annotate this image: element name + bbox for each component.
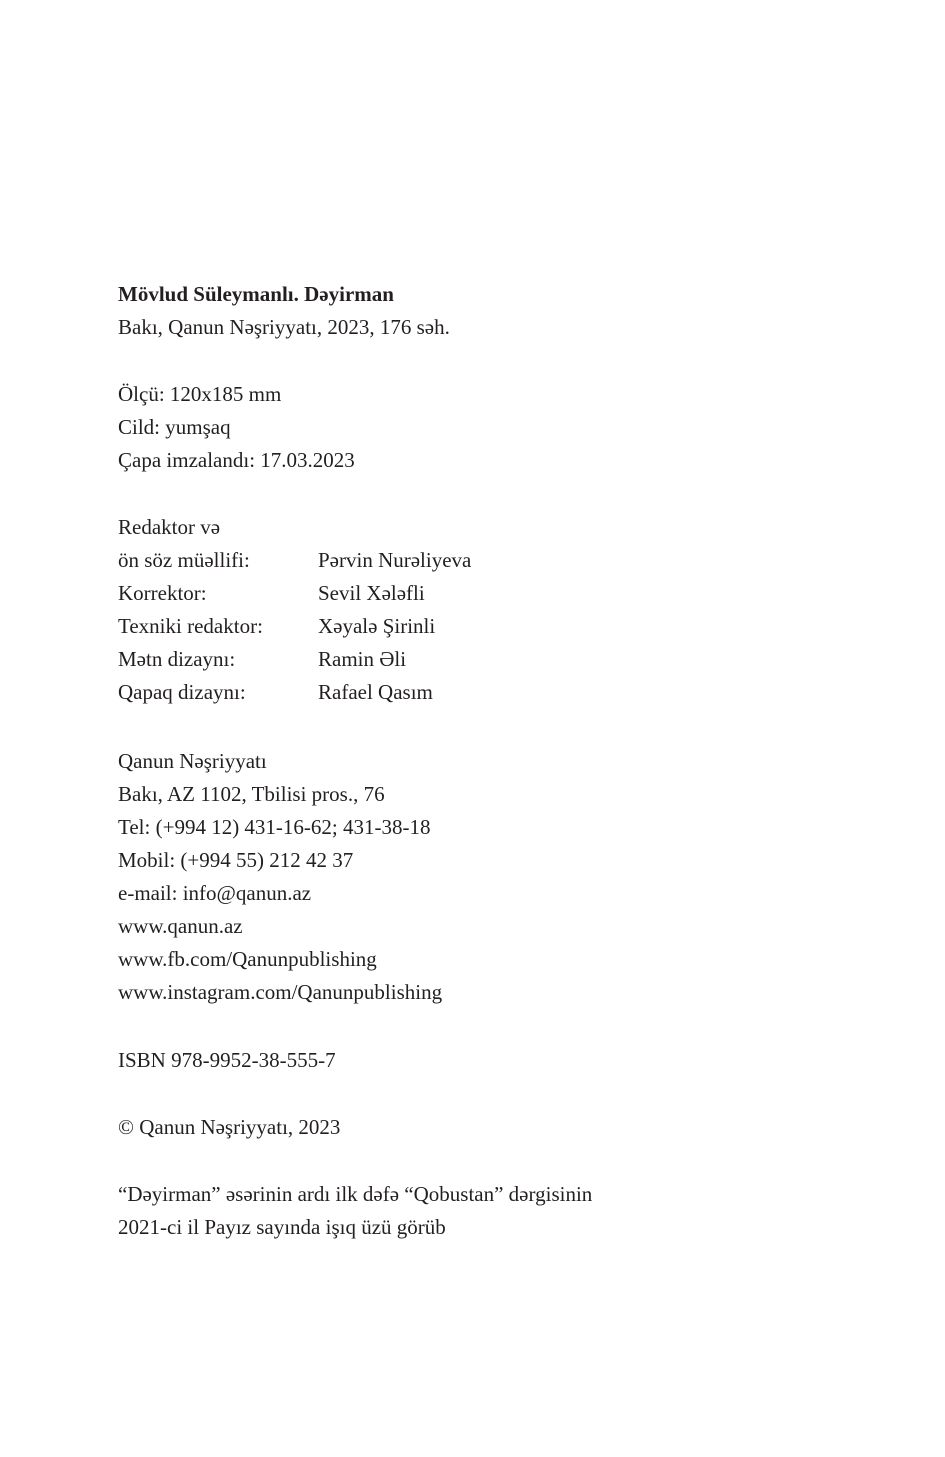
credit-row-text-design	[118, 643, 471, 676]
publisher-instagram: www.instagram.com/Qanunpublishing	[118, 980, 443, 1004]
book-title: Mövlud Süleymanlı. Dəyirman	[118, 282, 394, 306]
imprint-line: Bakı, Qanun Nəşriyyatı, 2023, 176 səh.	[118, 315, 450, 339]
book-size: Ölçü: 120x185 mm	[118, 382, 282, 406]
publisher-address: Bakı, AZ 1102, Tbilisi pros., 76	[118, 782, 385, 806]
credit-row-technical-editor	[118, 610, 471, 643]
note-line-1: “Dəyirman” əsərinin ardı ilk dəfə “Qobustan” dərgisinin	[118, 1182, 593, 1206]
credit-value: Pərvin Nurəliyeva	[318, 548, 472, 572]
publisher-email: e-mail: info@qanun.az	[118, 881, 312, 905]
credit-value: Ramin Əli	[318, 647, 407, 671]
book-binding: Cild: yumşaq	[118, 415, 231, 439]
credit-value: Sevil Xələfli	[318, 581, 425, 605]
credit-value: Xəyalə Şirinli	[318, 614, 436, 638]
isbn-block	[118, 1044, 336, 1077]
credits-block	[118, 511, 471, 709]
publisher-website: www.qanun.az	[118, 914, 243, 938]
publisher-block	[118, 745, 442, 1009]
title-block	[118, 278, 450, 344]
copyright-notice: © Qanun Nəşriyyatı, 2023	[118, 1115, 341, 1139]
credit-label: Mətn dizaynı:	[118, 647, 236, 671]
credit-row-editor	[118, 544, 471, 577]
publisher-name: Qanun Nəşriyyatı	[118, 749, 267, 773]
publisher-tel: Tel: (+994 12) 431-16-62; 431-38-18	[118, 815, 431, 839]
copyright-block	[118, 1111, 340, 1144]
credit-row-cover-design	[118, 676, 471, 709]
note-line-2: 2021-ci il Payız sayında işıq üzü görüb	[118, 1215, 446, 1239]
specs-block	[118, 378, 355, 477]
credit-label: Texniki redaktor:	[118, 614, 263, 638]
credit-label: ön söz müəllifi:	[118, 548, 250, 572]
publisher-mobile: Mobil: (+994 55) 212 42 37	[118, 848, 354, 872]
credit-row-proofreader	[118, 577, 471, 610]
publication-note	[118, 1178, 592, 1244]
credits-editor-label: Redaktor və	[118, 515, 221, 539]
credit-label: Korrektor:	[118, 581, 207, 605]
credit-value: Rafael Qasım	[318, 680, 433, 704]
publisher-facebook: www.fb.com/Qanunpublishing	[118, 947, 377, 971]
credit-label: Qapaq dizaynı:	[118, 680, 246, 704]
isbn: ISBN 978-9952-38-555-7	[118, 1048, 336, 1072]
print-signed-date: Çapa imzalandı: 17.03.2023	[118, 448, 355, 472]
